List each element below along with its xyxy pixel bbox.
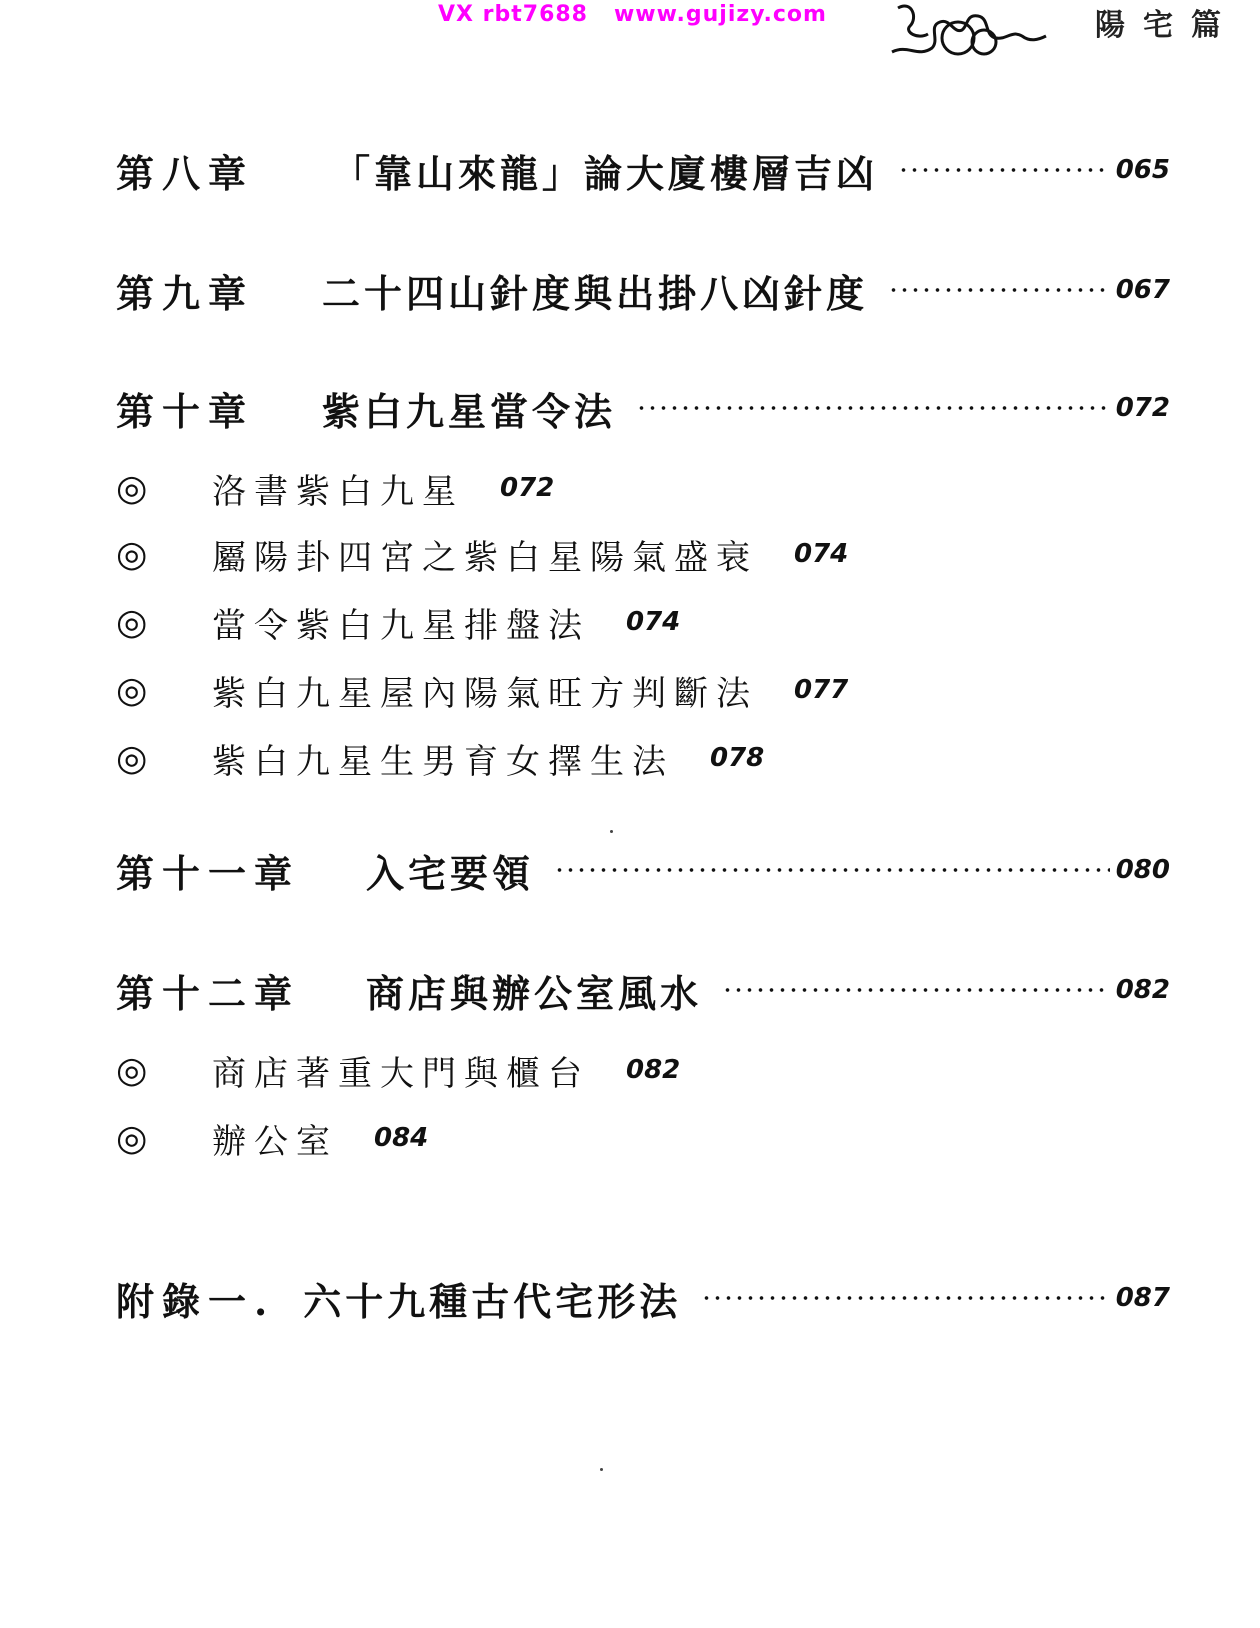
dot-leader (722, 988, 1110, 992)
double-circle-icon: ◎ (116, 669, 148, 711)
chapter-title: 紫白九星當令法 (322, 388, 617, 434)
toc-section[interactable] (116, 732, 1170, 784)
chapter-title: 商店與辦公室風水 (366, 970, 703, 1016)
toc-section[interactable] (116, 1112, 1170, 1164)
chapter-title: 入宅要領 (366, 850, 535, 896)
watermark-text: VX rbt7688 www.gujizy.com (438, 2, 827, 27)
toc-chapter-10[interactable] (116, 380, 1170, 436)
toc-appendix-1[interactable] (116, 1270, 1170, 1326)
section-title: 紫白九星屋內陽氣旺方判斷法 (212, 673, 758, 714)
toc-chapter-11[interactable] (116, 842, 1170, 898)
dot-leader (554, 868, 1110, 872)
double-circle-icon: ◎ (116, 467, 148, 509)
chapter-title: 「靠山來龍」論大廈樓層吉凶 (332, 150, 879, 196)
chapter-number: 第十二章 (116, 970, 301, 1016)
section-page: 077 (794, 675, 849, 705)
appendix-page: 087 (1115, 1283, 1170, 1313)
toc-section[interactable] (116, 664, 1170, 716)
chapter-number: 第八章 (116, 150, 255, 196)
double-circle-icon: ◎ (116, 601, 148, 643)
chapter-page: 072 (1115, 393, 1170, 423)
chapter-number: 第九章 (116, 270, 255, 316)
double-circle-icon: ◎ (116, 1049, 148, 1091)
section-title: 辦公室 (212, 1121, 338, 1162)
dot-leader (701, 1296, 1109, 1300)
section-page: 072 (500, 473, 555, 503)
toc-section[interactable] (116, 462, 1170, 514)
section-page: 078 (710, 743, 765, 773)
chapter-title: 二十四山針度與出掛八凶針度 (322, 270, 869, 316)
dot-leader (888, 288, 1110, 292)
print-speck (610, 830, 613, 833)
toc-chapter-12[interactable] (116, 962, 1170, 1018)
section-title: 商店著重大門與櫃台 (212, 1053, 590, 1094)
appendix-title: 六十九種古代宅形法 (303, 1278, 682, 1324)
section-title: 洛書紫白九星 (212, 471, 464, 512)
section-title: 紫白九星生男育女擇生法 (212, 741, 674, 782)
section-page: 074 (626, 607, 681, 637)
double-circle-icon: ◎ (116, 737, 148, 779)
chapter-number: 第十一章 (116, 850, 301, 896)
chapter-number: 第十章 (116, 388, 255, 434)
toc-section[interactable] (116, 1044, 1170, 1096)
section-title: 陽宅篇 (1095, 8, 1239, 43)
double-circle-icon: ◎ (116, 1117, 148, 1159)
appendix-number: 附錄一. (116, 1278, 276, 1324)
dot-leader (898, 168, 1110, 172)
print-speck (600, 1468, 603, 1471)
toc-section[interactable] (116, 528, 1170, 580)
section-title: 屬陽卦四宮之紫白星陽氣盛衰 (212, 537, 758, 578)
chapter-page: 082 (1115, 975, 1170, 1005)
section-page: 082 (626, 1055, 681, 1085)
section-page: 074 (794, 539, 849, 569)
dot-leader (636, 406, 1110, 410)
section-title: 當令紫白九星排盤法 (212, 605, 590, 646)
toc-chapter-9[interactable] (116, 262, 1170, 318)
toc-chapter-8[interactable] (116, 142, 1170, 198)
section-page: 084 (374, 1123, 429, 1153)
double-circle-icon: ◎ (116, 533, 148, 575)
toc-section[interactable] (116, 596, 1170, 648)
chapter-page: 080 (1115, 855, 1170, 885)
chapter-page: 065 (1115, 155, 1170, 185)
cloud-ornament-icon (888, 0, 1048, 66)
chapter-page: 067 (1115, 275, 1170, 305)
